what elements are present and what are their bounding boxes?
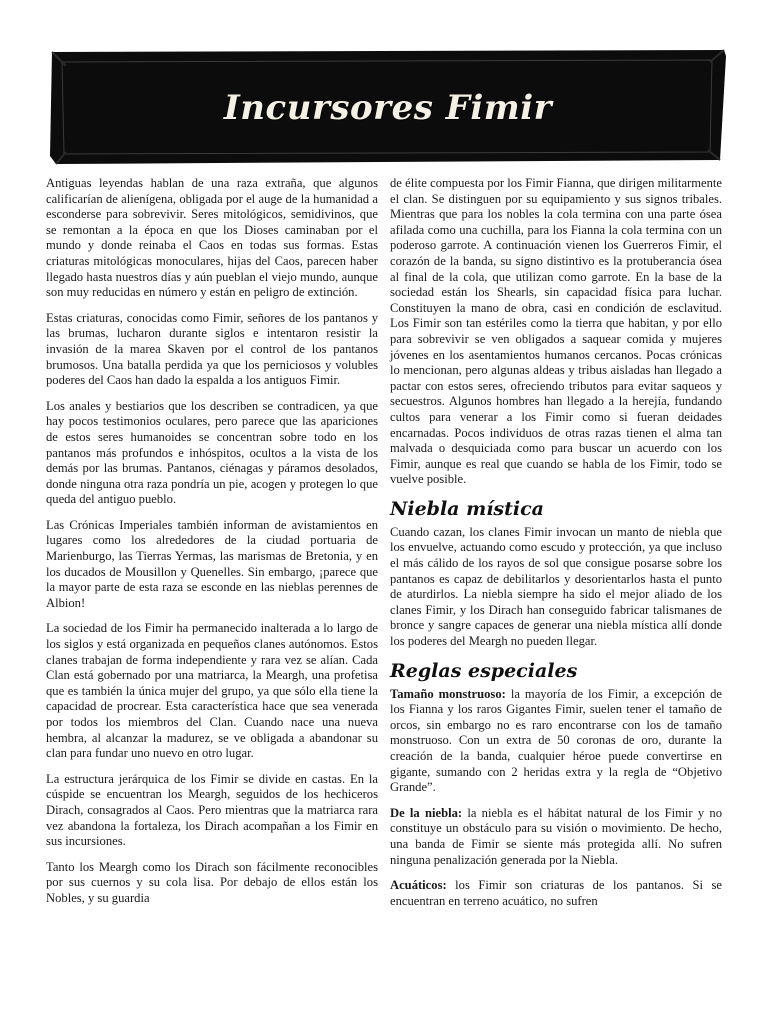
section-heading-reglas: Reglas especiales	[390, 659, 578, 682]
right-column	[390, 176, 722, 919]
rule-text: los Fimir son criaturas de los pantanos. Si se encuentran en terreno acuático, no sufren	[390, 878, 722, 908]
title-banner	[48, 48, 728, 166]
rule-text: la mayoría de los Fimir, a excepción de los Fianna y los raros Gigantes Fimir, suelen tener el tamaño de orcos, sin embargo no es raro encontrarse con los de tamaño monstruoso. Con un extra de 50 coronas de oro, durante la creación de la banda, cualquier héroe puede convertirse en gigante, sumando con 2 heridas extra y la regla de “Objetivo Grande”.	[390, 686, 722, 795]
paragraph: La sociedad de los Fimir ha permanecido inalterada a lo largo de los siglos y está organizada en pequeños clanes autónomos. Estos clanes trabajan de forma independiente y rara vez se alían. Cada Clan está gobernado por una matriarca, la Meargh, una profetisa que es también la única mujer del grupo, ya que sólo ella tiene la capacidad de procrear. Esta característica hace que sea venerada por todos los miembros del Clan. Cuando nace una nueva hembra, al alcanzar la madurez, se ve obligada a abandonar su clan para fundar uno nuevo en otro lugar.	[46, 621, 378, 761]
page-title: Incursores Fimir	[223, 88, 553, 128]
paragraph: Cuando cazan, los clanes Fimir invocan un manto de niebla que los envuelve, actuando como escudo y protección, ya que incluso el más cálido de los rayos de sol que consigue posarse sobre los pantanos es capaz de debilitarlos y desorientarlos hasta el punto de aturdirlos. La niebla siempre ha sido el mejor aliado de los clanes Fimir, y los Dirach han conseguido fabricar talismanes de bronce y sangre capaces de generar una niebla mística allí donde los poderes del Meargh no pueden llegar.	[390, 524, 722, 649]
rule-label: De la niebla:	[390, 805, 463, 820]
paragraph: Los anales y bestiarios que los describen se contradicen, ya que hay pocos testimonios oculares, pero parece que las apariciones de estos seres humanoides se concentran sobre todo en los pantanos más profundos e inhóspitos, ocultos a la vista de los demás por las brumas. Pantanos, ciénagas y páramos desolados, donde ninguna otra raza pondría un pie, acogen y protegen lo que queda del antiguo pueblo.	[46, 398, 378, 507]
paragraph: Antiguas leyendas hablan de una raza extraña, que algunos calificarían de alienígena, obligada por el auge de la humanidad a esconderse para sobrevivir. Seres mitológicos, semidivinos, que se remontan a la época en que los Dioses caminaban por el mundo y donde reinaba el Caos en todas sus formas. Estas criaturas mitológicas monoculares, hijas del Caos, parecen haber llegado hasta nuestros días y aún pueblan el viejo mundo, aunque son muy reducidas en número y están en peligro de extinción.	[46, 176, 378, 300]
rule-paragraph	[390, 687, 722, 796]
paragraph: La estructura jerárquica de los Fimir se divide en castas. En la cúspide se encuentran los Meargh, seguidos de los hechiceros Dirach, consagrados al Caos. Pero mientras que la matriarca rara vez abandona la fortaleza, los Dirach acompañan a los Fimir en sus incursiones.	[46, 771, 378, 849]
paragraph: Estas criaturas, conocidas como Fimir, señores de los pantanos y las brumas, lucharon durante siglos e intentaron resistir la invasión de la marea Skaven por el control de los pantanos brumosos. Una batalla perdida ya que los perniciosos y volubles poderes del Caos han dado la espalda a los antiguos Fimir.	[46, 310, 378, 388]
left-column	[46, 176, 378, 917]
rule-text: la niebla es el hábitat natural de los Fimir y no constituye un obstáculo para su visión o movimiento. De hecho, una banda de Fimir se siente más protegida allí. No sufren ninguna penalización generada por la Niebla.	[390, 805, 722, 867]
paragraph: de élite compuesta por los Fimir Fianna, que dirigen militarmente el clan. Se distinguen por su equipamiento y sus signos tribales. Mientras que para los nobles la cola termina con una parte ósea afilada como una cuchilla, para los Fianna la cola termina con un poderoso garrote. A continuación vienen los Guerreros Fimir, el corazón de la banda, su signo distintivo es la protuberancia ósea al final de la cola, que utilizan como garrote. En la base de la sociedad están los Shearls, sin capacidad física para luchar. Constituyen la mano de obra, casi en condición de esclavitud. Los Fimir son tan estériles como la tierra que habitan, y por ello para sobrevivir se ven obligados a saquear comida y mujeres jóvenes en los asentamientos humanos cercanos. Pocas crónicas lo mencionan, pero algunas aldeas y tribus aisladas han llegado a pactar con estos seres, ofreciendo tributos para evitar saqueos y secuestros. Algunos hombres han llegado a la herejía, fundando cultos para venerar a los Fimir como si fueran deidades encarnadas. Pocos individuos de otras razas tienen el alma tan malvada o desquiciada como para buscar un acuerdo con los Fimir, aunque es real que cuando se habla de los Fimir, todo se vuelve posible.	[390, 176, 722, 487]
paragraph: Tanto los Meargh como los Dirach son fácilmente reconocibles por sus cuernos y su cola lisa. Por debajo de ellos están los Nobles, y su guardia	[46, 859, 378, 905]
rule-paragraph	[390, 806, 722, 868]
section-heading-niebla: Niebla mística	[390, 497, 544, 520]
rule-label: Acuáticos:	[390, 878, 447, 893]
rule-label: Tamaño monstruoso:	[390, 686, 506, 701]
paragraph: Las Crónicas Imperiales también informan de avistamientos en lugares como los alrededores de la ciudad portuaria de Marienburgo, las Tierras Yermas, las marismas de Bretonia, y en los ducados de Mousillon y Quenelles. Sin embargo, ¡parece que la mayor parte de esta raza se esconde en las nieblas perennes de Albion!	[46, 517, 378, 610]
rule-paragraph	[390, 878, 722, 909]
